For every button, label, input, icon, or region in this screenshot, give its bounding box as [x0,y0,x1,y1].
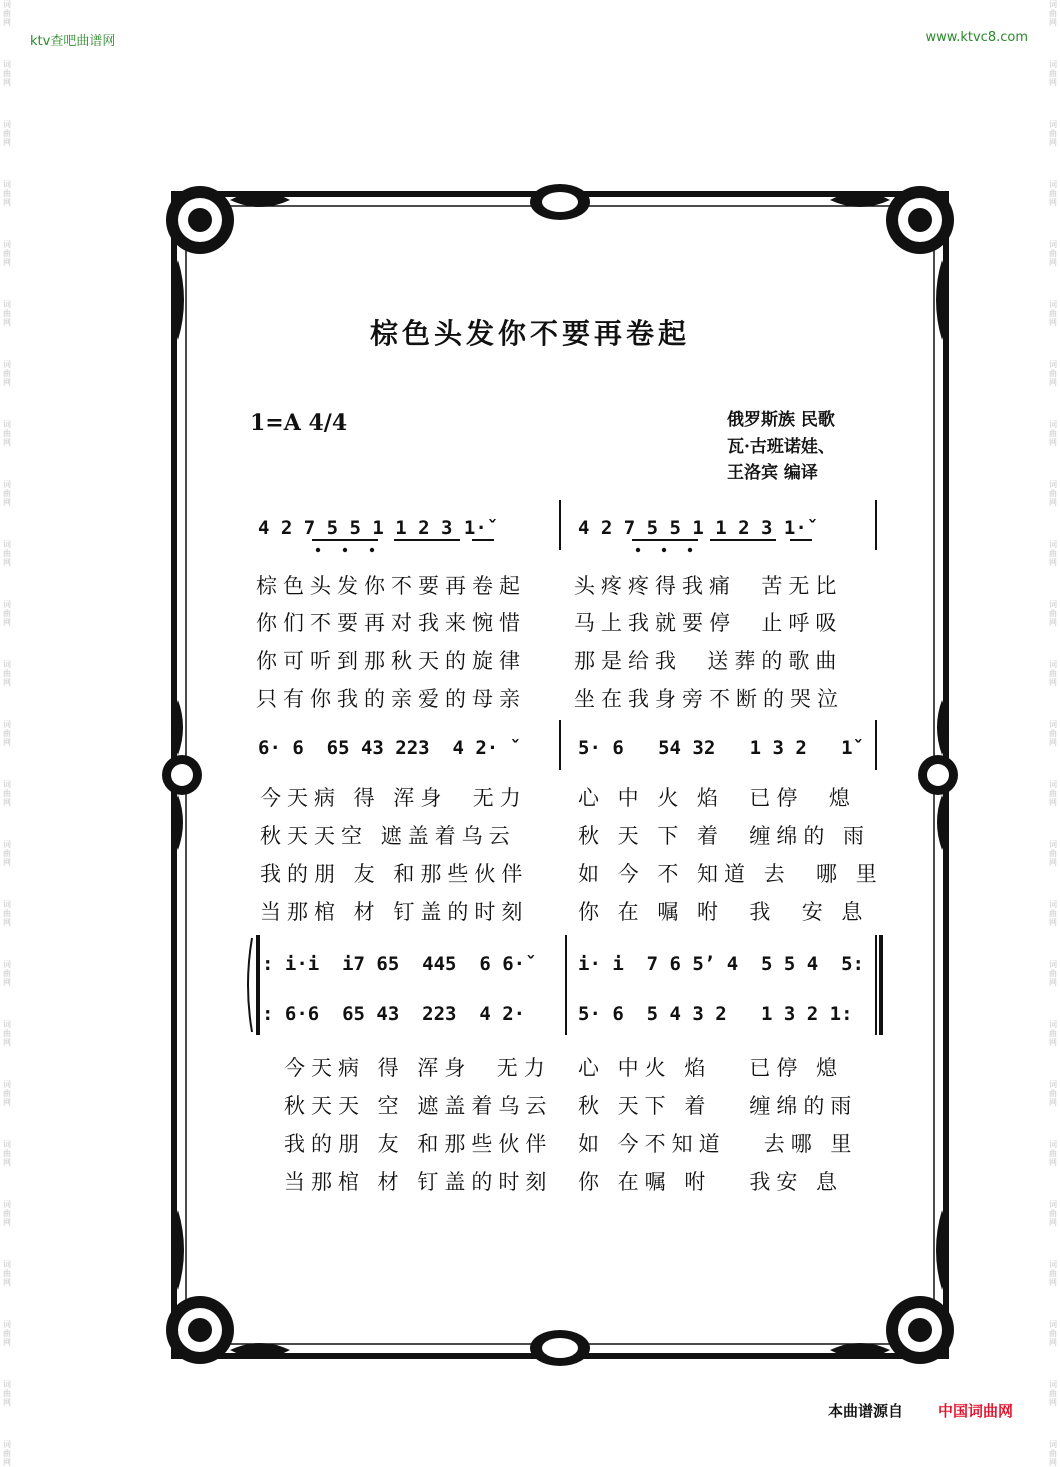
watermark-text: 词曲网 [1049,840,1057,867]
watermark-text: 词曲网 [1049,120,1057,147]
watermark-text: 词曲网 [1049,1140,1057,1167]
lyric-row3-line3-a: 我的朋 友 和那些伙伴 [284,1132,553,1156]
lyric-row3-line4-a: 当那棺 材 钉盖的时刻 [284,1170,553,1194]
watermark-text: 词曲网 [3,1440,11,1467]
lyric-row3-line3-b: 如 今不知道 去哪 里 [578,1132,858,1156]
header-right-url[interactable]: www.ktvc8.com [925,30,1028,45]
watermark-text: 词曲网 [1049,240,1057,267]
notes-row1-bar2: 4 2 7 5 5 1 1 2 3 1·ˇ [578,517,819,539]
lyric-row3-line1-a: 今天病 得 浑身 无力 [284,1056,551,1080]
notes-row2-bar2: 5· 6 54 32 1 3 2 1ˇ [578,737,864,759]
watermark-text: 词曲网 [1049,660,1057,687]
watermark-text: 词曲网 [1049,780,1057,807]
lyric-row1-line3-b: 那是给我 送葬的歌曲 [574,649,843,673]
lyric-row2-line2-a: 秋天天空 遮盖着乌云 [260,824,516,848]
lyric-row1-line3-a: 你可听到那秋天的旋律 [256,649,526,673]
watermark-text: 词曲网 [3,420,11,447]
watermark-text: 词曲网 [1049,1200,1057,1227]
watermark-text: 词曲网 [1049,600,1057,627]
watermark-text: 词曲网 [1049,1320,1057,1347]
watermark-text: 词曲网 [1049,60,1057,87]
watermark-text: 词曲网 [1049,1260,1057,1287]
watermark-text: 词曲网 [1049,1440,1057,1467]
watermark-text: 词曲网 [1049,300,1057,327]
watermark-text: 词曲网 [3,900,11,927]
lyric-row2-line3-b: 如 今 不 知道 去 哪 里 [578,862,883,886]
notes-row3-upper-bar1: : i·i i7 65 445 6 6·ˇ [262,953,537,975]
watermark-text: 词曲网 [3,1320,11,1347]
lyric-row1-line4-a: 只有你我的亲爱的母亲 [256,687,526,711]
watermark-text: 词曲网 [3,1080,11,1107]
watermark-text: 词曲网 [3,1200,11,1227]
lyric-row2-line1-b: 心 中 火 焰 已停 熄 [578,786,856,810]
watermark-text: 词曲网 [3,300,11,327]
notes-row3-lower-bar1: : 6·6 65 43 223 4 2· [262,1003,526,1025]
watermark-text: 词曲网 [1049,900,1057,927]
watermark-text: 词曲网 [1049,0,1057,27]
credit-line-3: 王洛宾 编译 [727,463,818,483]
watermark-text: 词曲网 [3,480,11,507]
notes-row1-bar1: 4 2 7 5 5 1 1 2 3 1·ˇ [258,517,499,539]
key-signature: 1=A 4/4 [250,410,348,436]
watermark-text: 词曲网 [1049,960,1057,987]
watermark-text: 词曲网 [3,1260,11,1287]
lyric-row2-line4-a: 当那棺 材 钉盖的时刻 [260,900,529,924]
watermark-text: 词曲网 [3,60,11,87]
lyric-row3-line2-a: 秋天天 空 遮盖着乌云 [284,1094,553,1118]
watermark-text: 词曲网 [3,600,11,627]
lyric-row1-line1-a: 棕色头发你不要再卷起 [256,574,526,598]
footer-brand-link[interactable]: 中国词曲网 [938,1402,1014,1420]
watermark-text: 词曲网 [1049,540,1057,567]
watermark-text: 词曲网 [3,960,11,987]
watermark-text: 词曲网 [3,1140,11,1167]
header-left-text: ktv查吧曲谱网 [30,34,116,49]
watermark-text: 词曲网 [3,780,11,807]
watermark-text: 词曲网 [1049,1080,1057,1107]
watermark-text: 词曲网 [3,240,11,267]
watermark-text: 词曲网 [3,1380,11,1407]
watermark-text: 词曲网 [3,0,11,27]
watermark-text: 词曲网 [3,180,11,207]
credit-line-1: 俄罗斯族 民歌 [727,410,835,430]
watermark-text: 词曲网 [3,720,11,747]
watermark-text: 词曲网 [1049,1020,1057,1047]
watermark-text: 词曲网 [3,120,11,147]
footer-source-label: 本曲谱源自 [828,1402,904,1420]
lyric-row3-line4-b: 你 在嘱 咐 我安 息 [578,1170,844,1194]
lyric-row1-line2-a: 你们不要再对我来惋惜 [256,611,526,635]
watermark-text: 词曲网 [3,660,11,687]
lyric-row2-line3-a: 我的朋 友 和那些伙伴 [260,862,529,886]
watermark-text: 词曲网 [3,1020,11,1047]
lyric-row1-line4-b: 坐在我身旁不断的哭泣 [574,687,844,711]
lyric-row2-line2-b: 秋 天 下 着 缠绵的 雨 [578,824,871,848]
notes-row2-bar1: 6· 6 65 43 223 4 2· ˇ [258,737,522,759]
watermark-text: 词曲网 [1049,480,1057,507]
song-title: 棕色头发你不要再卷起 [369,317,690,350]
watermark-text: 词曲网 [3,360,11,387]
lyric-row2-line1-a: 今天病 得 浑身 无力 [260,786,527,810]
watermark-text: 词曲网 [1049,180,1057,207]
lyric-row1-line1-b: 头疼疼得我痛 苦无比 [574,574,843,598]
notes-row3-lower-bar2: 5· 6 5 4 3 2 1 3 2 1: [578,1003,853,1025]
watermark-text: 词曲网 [1049,720,1057,747]
lyric-row1-line2-b: 马上我就要停 止呼吸 [574,611,843,635]
watermark-text: 词曲网 [3,840,11,867]
watermark-text: 词曲网 [3,540,11,567]
lyric-row3-line1-b: 心 中火 焰 已停 熄 [578,1056,844,1080]
watermark-text: 词曲网 [1049,1380,1057,1407]
notes-row3-upper-bar2: i· i 7 6 5ʼ 4 5 5 4 5: [578,953,864,975]
lyric-row3-line2-b: 秋 天下 着 缠绵的雨 [578,1094,858,1118]
watermark-text: 词曲网 [1049,360,1057,387]
watermark-text: 词曲网 [1049,420,1057,447]
credit-line-2: 瓦·古班诺娃、 [727,437,835,457]
lyric-row2-line4-b: 你 在 嘱 咐 我 安 息 [578,900,869,924]
